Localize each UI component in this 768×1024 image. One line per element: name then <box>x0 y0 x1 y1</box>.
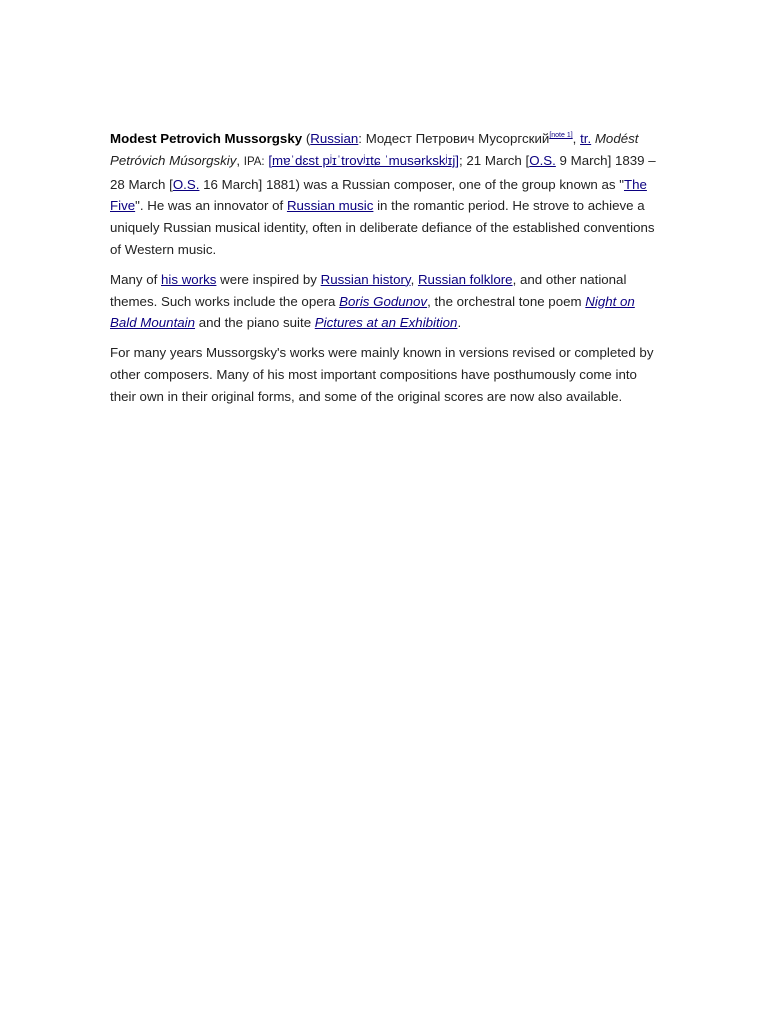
his-works-link[interactable]: his works <box>161 271 217 287</box>
night-on-bald-mountain-title: Night on Bald Mountain <box>110 293 635 331</box>
intro-paragraph <box>110 128 660 261</box>
text-fragment: , <box>236 152 244 168</box>
text-fragment: : <box>358 131 366 146</box>
old-style-link[interactable]: O.S. <box>529 152 556 168</box>
text-fragment: , the orchestral tone poem <box>427 293 586 309</box>
footnote-link[interactable]: [note 1] <box>549 132 573 139</box>
ipa-pronunciation-link[interactable]: [mɐˈdɛst pʲɪˈtrovʲɪtɕ ˈmusərkskʲɪj] <box>268 152 460 168</box>
works-paragraph <box>110 269 660 334</box>
legacy-paragraph: For many years Mussorgsky's works were mainly known in versions revised or completed by other composers. Many of his most important compositions have posthumously come into their own in their original forms, and some of the original scores are now also available. <box>110 345 654 404</box>
russian-history-link[interactable]: Russian history <box>320 271 411 287</box>
russian-music-link[interactable]: Russian music <box>286 198 374 214</box>
text-fragment: , <box>410 271 418 287</box>
text-fragment: , <box>572 131 581 146</box>
text-fragment: ( <box>302 131 311 146</box>
old-style-link[interactable]: O.S. <box>172 176 200 192</box>
text-fragment: Many of <box>110 271 161 287</box>
text-fragment: were inspired by <box>216 271 321 287</box>
text-fragment: , and other national themes. Such works include the opera <box>110 271 627 309</box>
text-fragment: ; 21 March [ <box>459 152 530 168</box>
text-fragment: in the romantic period. He strove to achieve a uniquely Russian musical identity, often in deliberate defiance of the established conventions of Western music. <box>110 198 655 257</box>
pictures-at-an-exhibition-title: Pictures at an Exhibition <box>314 315 458 331</box>
pictures-at-an-exhibition-link[interactable] <box>315 315 458 330</box>
article-body <box>110 128 660 416</box>
cyrillic-name: Модест Петрович Мусоргский <box>365 131 550 146</box>
text-fragment: and the piano suite <box>195 315 315 331</box>
russian-folklore-link[interactable]: Russian folklore <box>417 271 513 287</box>
text-fragment: 9 March] 1839 – 28 March [ <box>110 152 656 192</box>
russian-language-link[interactable]: Russian <box>310 131 359 146</box>
transliterated-name: Modést Petróvich Músorgskiy <box>110 131 639 168</box>
text-fragment: . <box>457 315 462 331</box>
text-fragment: 16 March] 1881) was a Russian composer, one of the group known as " <box>199 176 624 192</box>
ipa-label: IPA: <box>243 155 265 168</box>
subject-name: Modest Petrovich Mussorgsky <box>110 131 303 146</box>
text-fragment: ". He was an innovator of <box>135 198 287 214</box>
transliteration-link[interactable]: tr. <box>580 131 592 146</box>
the-five-link[interactable]: The Five <box>110 176 647 214</box>
boris-godunov-link[interactable] <box>339 294 427 309</box>
boris-godunov-title: Boris Godunov <box>339 293 428 309</box>
